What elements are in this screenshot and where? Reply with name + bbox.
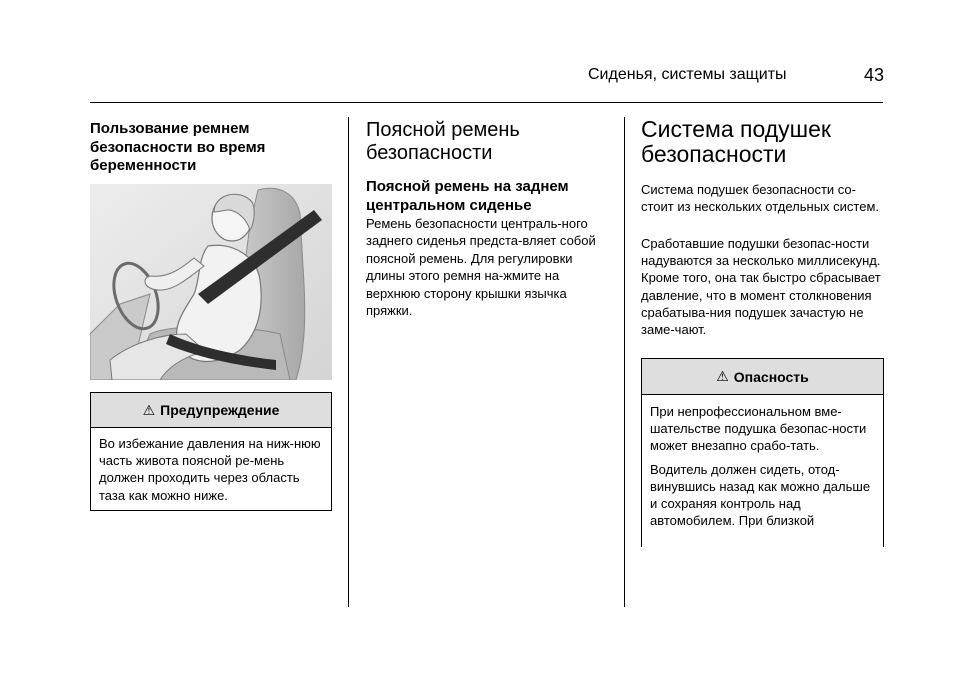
column-divider-left (348, 117, 349, 607)
header-rule (90, 102, 883, 103)
warning-box (90, 392, 332, 511)
warning-title: Предупреждение (160, 402, 280, 418)
lap-belt-paragraph: Ремень безопасности централь-ного заднего сиденья предста-вляет собой поясной ремень. Для регулировки длины этого ремня на-жмите на верхнюю сторону крышки язычка пряжки. (366, 216, 596, 319)
warning-triangle-icon: ⚠ (142, 401, 156, 418)
airbag-paragraph-1: Система подушек безопасности со-стоит из нескольких отдельных систем. (641, 182, 879, 215)
danger-paragraph-2: Водитель должен сидеть, отод-винувшись назад как можно дальше и сохраняя контроль над автомобилем. При близкой (650, 461, 871, 529)
section-heading-airbag-system: Система подушек безопасности (641, 116, 831, 167)
danger-text (642, 395, 883, 529)
danger-title: Опасность (733, 368, 809, 385)
pregnant-seatbelt-illustration (90, 184, 332, 380)
danger-paragraph-1: При непрофессиональном вме-шательстве подушка безопас-ности может внезапно срабо-тать. (650, 404, 867, 454)
danger-box-header (642, 359, 883, 395)
warning-box-header (91, 393, 331, 428)
section-heading-lap-belt: Поясной ремень безопасности (366, 119, 520, 164)
section-heading-pregnancy: Пользование ремнем безопасности во время беременности (90, 120, 266, 174)
warning-text: Во избежание давления на ниж-нюю часть живота поясной ре-мень должен проходить через область таза как можно ниже. (99, 436, 321, 503)
warning-triangle-icon: ⚠ (716, 368, 729, 384)
running-header-title: Сиденья, системы защиты (588, 66, 787, 83)
subsection-heading-rear-center: Поясной ремень на заднем центральном сиденье (366, 178, 569, 214)
airbag-paragraph-2: Сработавшие подушки безопас-ности надуваются за несколько миллисекунд. Кроме того, она так быстро сбрасывает давление, что в момент столкновения срабатыва-ния подушек зачастую не заме-чают. (641, 236, 881, 338)
danger-box (641, 358, 884, 547)
page-number: 43 (864, 65, 885, 85)
column-divider-right (624, 117, 625, 607)
